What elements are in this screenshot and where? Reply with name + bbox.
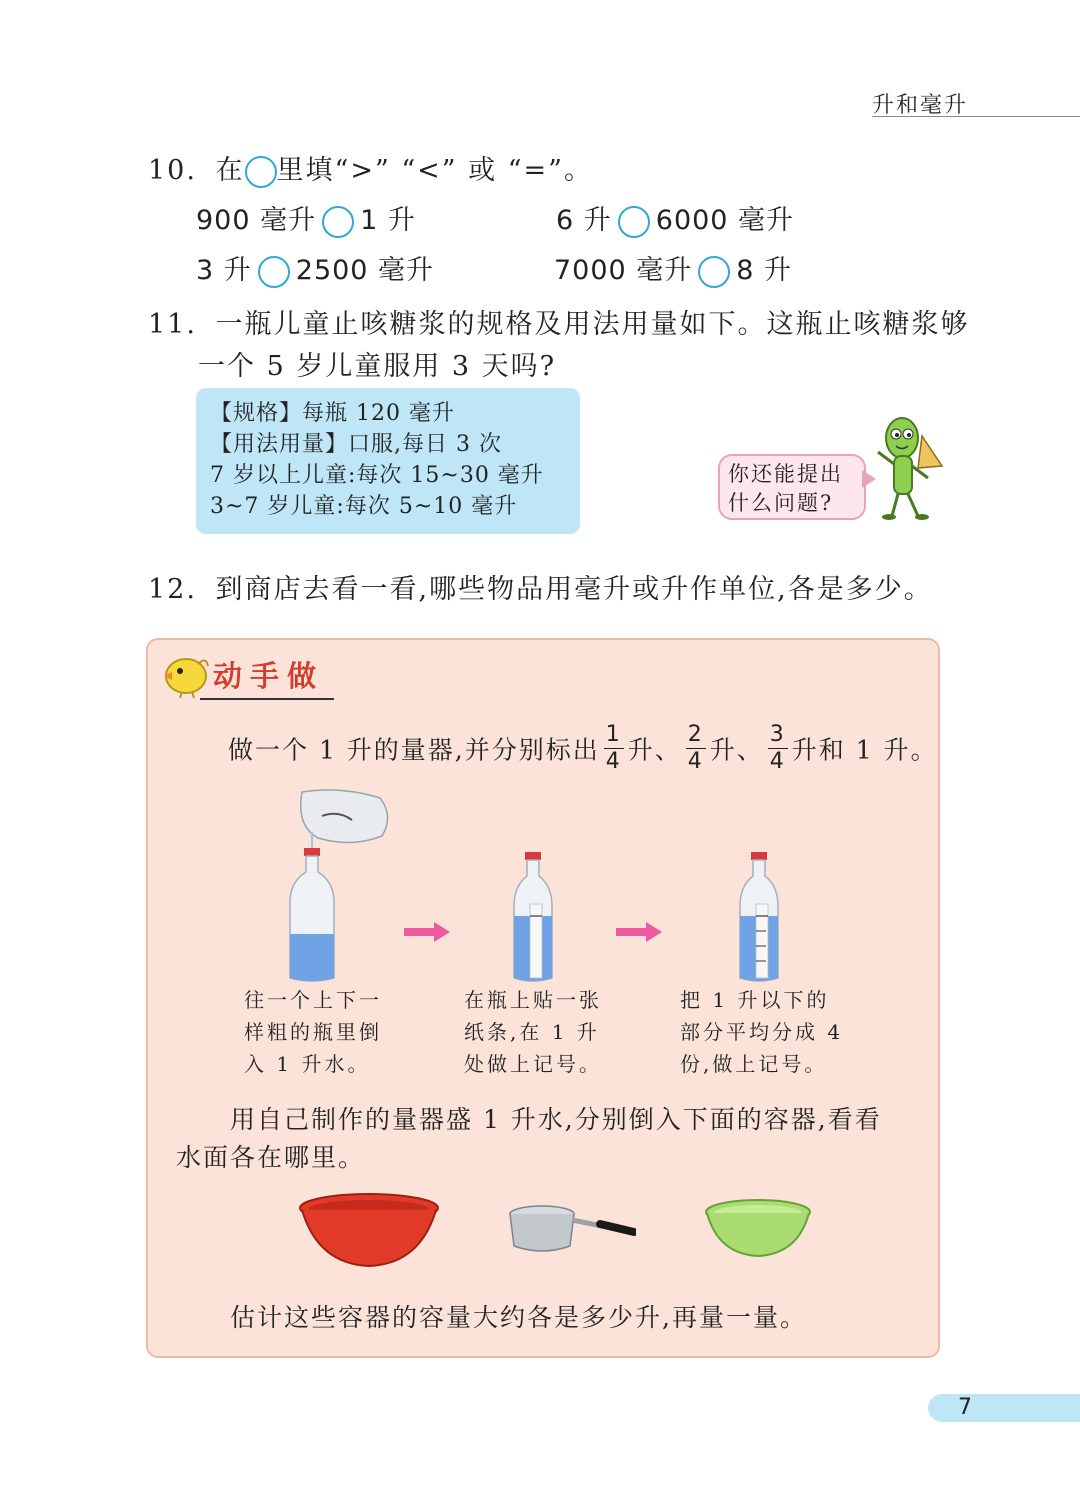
q10-number: 10.	[148, 155, 197, 186]
q12-text: 到商店去看一看,哪些物品用毫升或升作单位,各是多少。	[215, 574, 933, 605]
q10-item-3-left: 3 升	[196, 255, 252, 286]
caption-line: 把 1 升以下的	[680, 988, 830, 1012]
caption-line: 纸条,在 1 升	[464, 1020, 600, 1044]
arrow-right-icon	[616, 922, 662, 942]
q11-line1	[148, 302, 970, 341]
activity-para2-line2: 水面各在哪里。	[176, 1143, 366, 1172]
q10-item-4-left: 7000 毫升	[554, 255, 693, 286]
q10-prompt-before: 在	[215, 155, 245, 186]
activity-estimate: 估计这些容器的容量大约各是多少升,再量一量。	[230, 1303, 807, 1332]
header-rule	[872, 116, 1080, 117]
q10-item-4	[554, 248, 792, 288]
fraction-numerator: 3	[769, 722, 786, 747]
dosage-info-box	[196, 388, 580, 534]
q10-item-2-right: 6000 毫升	[655, 205, 795, 236]
caption-line: 往一个上下一	[244, 988, 382, 1012]
red-basin-icon	[298, 1192, 440, 1270]
fraction-3-4	[768, 724, 788, 773]
bottle-marked-icon	[736, 850, 782, 986]
caption-line: 处做上记号。	[464, 1052, 602, 1076]
q10-prompt	[148, 148, 593, 188]
activity-para2-line1: 用自己制作的量器盛 1 升水,分别倒入下面的容器,看看	[230, 1105, 882, 1134]
fraction-suffix: 升、	[627, 735, 682, 765]
activity-intro-text: 做一个 1 升的量器,并分别标出	[228, 735, 600, 765]
fraction-numerator: 1	[605, 722, 622, 747]
step-3-caption	[680, 984, 843, 1080]
blank-circle-sample	[245, 156, 277, 188]
caption-line: 份,做上记号。	[680, 1052, 828, 1076]
arrow-right-icon	[404, 922, 450, 942]
q10-item-3	[196, 248, 434, 288]
pencil-mascot-icon	[872, 408, 948, 524]
q10-item-2-left: 6 升	[556, 205, 612, 236]
q11-number: 11.	[148, 309, 197, 340]
info-line: 3~7 岁儿童:每次 5~10 毫升	[210, 494, 518, 519]
header-title: 升和毫升	[872, 93, 969, 118]
chick-mascot-icon	[158, 650, 212, 698]
q12	[148, 567, 933, 606]
bubble-line: 你还能提出	[728, 462, 843, 486]
activity-title: 动手做	[213, 659, 325, 693]
caption-line: 部分平均分成 4	[680, 1020, 844, 1044]
q10-item-3-right: 2500 毫升	[295, 255, 435, 286]
info-line: 【用法用量】口服,每日 3 次	[210, 432, 502, 457]
fraction-denominator: 4	[769, 749, 786, 774]
fraction-1-4	[604, 724, 624, 773]
answer-blank-3[interactable]	[258, 256, 290, 288]
green-bowl-icon	[704, 1198, 812, 1260]
fraction-suffix: 升和 1 升。	[791, 735, 938, 765]
caption-line: 样粗的瓶里倒	[244, 1020, 382, 1044]
q10-item-2	[556, 198, 794, 238]
info-line: 7 岁以上儿童:每次 15~30 毫升	[210, 463, 544, 488]
fraction-suffix: 升、	[709, 735, 764, 765]
info-line: 【规格】每瓶 120 毫升	[210, 401, 455, 426]
activity-intro	[228, 724, 938, 773]
answer-blank-1[interactable]	[322, 206, 354, 238]
saucepan-icon	[506, 1202, 636, 1258]
bottle-labeled-icon	[510, 850, 556, 986]
step-1-caption	[244, 984, 382, 1080]
caption-line: 入 1 升水。	[244, 1052, 371, 1076]
activity-title-rule	[200, 698, 334, 700]
q10-prompt-after: 里填“>” “<” 或 “=”。	[276, 155, 593, 186]
q10-item-1-right: 1 升	[360, 205, 416, 236]
fraction-denominator: 4	[687, 749, 704, 774]
fraction-denominator: 4	[605, 749, 622, 774]
q11-line1-text: 一瓶儿童止咳糖浆的规格及用法用量如下。这瓶止咳糖浆够	[215, 309, 970, 340]
answer-blank-2[interactable]	[618, 206, 650, 238]
speech-bubble	[718, 454, 866, 520]
bubble-line: 什么问题?	[728, 491, 834, 515]
page-number-tab	[928, 1394, 1080, 1422]
q10-item-1-left: 900 毫升	[196, 205, 317, 236]
bottle-pouring-icon	[282, 786, 396, 986]
q10-item-4-right: 8 升	[736, 255, 793, 286]
fraction-numerator: 2	[687, 722, 704, 747]
page-number: 7	[958, 1395, 972, 1420]
q12-number: 12.	[148, 574, 197, 605]
fraction-2-4	[686, 724, 706, 773]
caption-line: 在瓶上贴一张	[464, 988, 602, 1012]
answer-blank-4[interactable]	[698, 256, 730, 288]
q11-line2: 一个 5 岁儿童服用 3 天吗?	[198, 351, 557, 382]
step-2-caption	[464, 984, 602, 1080]
q10-item-1	[196, 198, 416, 238]
